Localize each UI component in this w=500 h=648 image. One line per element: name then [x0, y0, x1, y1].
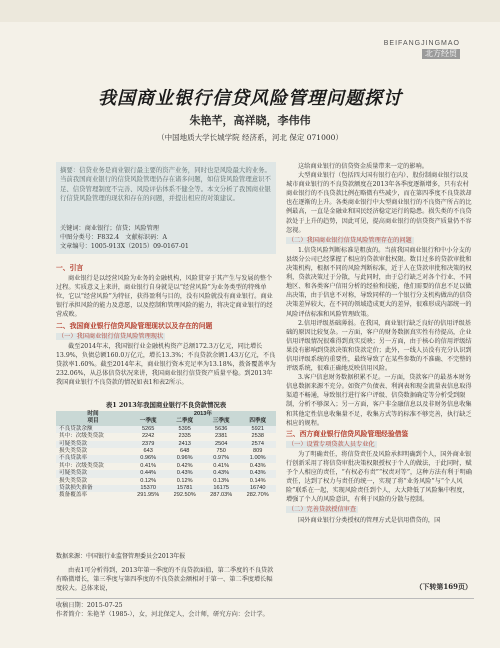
left-column-tail: [56, 566, 276, 593]
left-column: [56, 262, 276, 387]
subsection-heading: [286, 440, 474, 449]
table-cell: 16740: [249, 485, 266, 492]
data-table: [56, 411, 276, 500]
table-cell: 拨备覆盖率: [59, 492, 87, 499]
table-cell: 不良贷款余额: [59, 425, 93, 432]
table-row: [56, 478, 276, 485]
table-header-cell: 四季度: [249, 418, 267, 425]
table-cell: 15781: [176, 485, 193, 492]
table-cell: 2504: [214, 440, 228, 447]
table-cell: 其中：次级类贷款: [59, 462, 104, 469]
abstract-text: 摘要：信贷业务是商业银行最主要的资产业务，同时也是风险最大的业务。当前我国商业银行的信贷风险管理仍存在诸多问题，如信贷风险管理意识不足、信贷管理制度不完善、风险评估体系不健全等。本文分析了我国商业银行信贷风险管理的现状和存在的问题，并提出相应的对策建议。: [60, 166, 271, 203]
classification-number: 中图分类号：F832.4 文献标识码：A: [60, 234, 167, 241]
table-cell: 287.03%: [210, 492, 233, 499]
table-cell: 不良贷款率: [59, 455, 87, 462]
table-cell: 2574: [251, 440, 264, 447]
subsection-heading: [286, 505, 474, 514]
received-date: 收稿日期：2015-07-25: [56, 602, 123, 609]
paragraph: 1.信贷风险判断标准是粗放的。当前我国商业银行和中小分支的县级分公司已经掌握了相应的贷款审批权限。数目过多的贷款审批和决策机构，根据不同的风险判断标准，近于人在贷款审批和决策的权利，贷款决策过于分散，与此同时，由于总行缺乏对各个行业、不同地区、和各类客户信用分析的经验和技能，他们需要的信息不足以做出决策，由于信息不对称，导致同样的一个银行分支机构做出的信贷决策差异较大，在不同的领域造成更大的差异，很难形成内部统一的风险评估标准和风险管理政策。: [286, 246, 472, 318]
paragraph: 这给商业银行的信贷资金质量带来一定的影响。: [298, 163, 428, 170]
journal-name: BEIFANGJINGMAO: [383, 40, 460, 47]
subsection-heading-text: （一）我国商业银行信贷风险管理现状: [58, 332, 164, 340]
table-cell: 0.43%: [176, 470, 193, 477]
table-header-cell: 二季度: [176, 418, 194, 425]
table-cell: 贷款损失准备: [59, 485, 93, 492]
table-cell: 可疑类贷款: [59, 470, 87, 477]
table-row: [56, 455, 276, 462]
table-cell: 0.43%: [249, 470, 266, 477]
table-cell: 0.41%: [213, 462, 230, 469]
table-cell: 648: [180, 448, 190, 455]
table-cell: 809: [253, 448, 263, 455]
table-cell: 0.96%: [140, 455, 157, 462]
paragraph: 为了明确责任，将信贷责任及风险承担明确到个人，国外商业银行创新采用了将信贷审批决策权限授权于个人的做法，于此同时，赋予个人相应的责任，“有权必有责”“权责对等”，这种方法有利于明确责任，达到了权力与责任的统一，实现了将“业务风险”与“个人风险”联系在一起，实现风险责任到个人，大大降低了风险集中程度，增强了个人的风险意识，有利于风险的分散与控制。: [286, 450, 472, 504]
footer: [56, 601, 474, 619]
subsection-heading-text: （二）我国商业银行信贷风险管理存在的问题: [288, 236, 412, 244]
table-cell: 16175: [213, 485, 229, 492]
table-cell: 0.13%: [213, 477, 230, 484]
article-title: 我国商业银行信贷风险管理问题探讨: [98, 88, 402, 109]
table-cell: 0.42%: [176, 462, 193, 469]
table-header-cell: 一季度: [139, 418, 157, 425]
author-bio: 作者简介：朱艳芊（1985-），女，河北保定人，会计师，研究方向：会计学。: [56, 611, 269, 618]
table-cell: 2242: [141, 433, 155, 440]
table-source: 数据来源：中国银行业监督管理委员会2013年报: [56, 553, 186, 560]
table-row: [56, 448, 276, 455]
paragraph: 大型商业银行（包括四大国有银行在内）、股份制商业银行以及城市商业银行的不良贷款额度在2013年各季度逐渐增多，只有农村商业银行的不良贷款比例在略微有些减少，而在第四季度不良贷款却也在逐渐的上升。各类商业银行中大型商业银行的不良资产所占的比例最高，一直是金融业和国民经济稳定运行的隐患。损失类的不良贷款处于上升的趋势，因此可见，提高商业银行的信贷资产质量仍不容忽视。: [286, 172, 472, 234]
table-row: [56, 492, 276, 499]
table-cell: 5395: [178, 425, 191, 432]
table-cell: 0.14%: [249, 477, 266, 484]
table-cell: 0.43%: [249, 462, 266, 469]
table-cell: 750: [216, 448, 226, 455]
table-cell: 282.70%: [246, 492, 269, 499]
table-row: [56, 485, 276, 492]
footer-divider: [56, 598, 474, 599]
table-row: [56, 433, 276, 440]
section-heading: 二、我国商业银行信贷风险管理现状以及存在的问题: [56, 321, 213, 330]
continued-note: （下转第169页）: [415, 582, 472, 591]
subsection-heading: [286, 236, 474, 245]
table-row: [56, 463, 276, 470]
table-cell: 可疑类贷款: [59, 440, 87, 447]
right-column: [286, 162, 474, 525]
table-header-cell: 项目: [87, 418, 99, 425]
table-cell: 2379: [141, 440, 155, 447]
table-header-cell: 2013年: [193, 411, 212, 417]
section-heading: 三、西方商业银行信贷风险管理经验借鉴: [286, 429, 409, 438]
table-cell: 0.12%: [140, 477, 157, 484]
table-cell: 15370: [140, 485, 156, 492]
paragraph: 3.客户信息财务数据积累不足。一方面，贷款客户的最基本财务信息数据来源不充分。如资产负债表、利润表和现金流量表信息取得渠道不畅通，导致银行进行客户评级、信贷数据确定等分析受到限制，分析不够深入；另一方面，客户非金融信息以及非财务信息收集和其他定性信息收集量不足，收集方式等的标准不够完善，执行缺乏相应的规程。: [286, 374, 472, 427]
keywords-block: [60, 224, 272, 251]
keywords: 关键词：商业银行；信贷；风险管理: [60, 225, 159, 232]
table-header-cell: 三季度: [212, 418, 230, 425]
table-cell: 0.43%: [213, 470, 230, 477]
table-row: [56, 470, 276, 477]
article-affiliation: （中国地质大学长城学院 经济系，河北 保定 071000）: [157, 133, 343, 142]
article-number: 文章编号：1005-913X（2015）09-0167-01: [60, 243, 189, 250]
table-cell: 损失类贷款: [59, 448, 87, 455]
table-cell: 0.44%: [140, 470, 157, 477]
table-cell: 2335: [178, 433, 191, 440]
table-cell: 291.95%: [137, 492, 160, 499]
paragraph: 商业银行是以经营风险为业务的金融机构，风险贯穿于其产生与发展的整个过程。实质意义上来讲，商业银行自身就是以“经营风险”为业务类型的特殊单位，它以“经营风险”为特征，获得盈利与目的，没有风险就没有商业银行。商业银行承担风险的能力及意愿，以及控制和管理风险的能力，将决定商业银行的经营成败。: [56, 275, 273, 319]
table-cell: 损失类贷款: [59, 477, 87, 484]
paragraph: 国外商业银行分类授权的管理方式是信用借贷的，国: [298, 516, 441, 524]
paragraph: 由表1可分析得到，2013年第一季度的不良贷款面值，第二季度的不良贷款有略微增长，第三季度与第四季度的不良贷款金额相对于第一、第二季度增长幅度较大。总体来说，: [56, 567, 274, 593]
table-cell: 1.00%: [249, 455, 266, 462]
table-cell: 5265: [141, 425, 155, 432]
table-cell: 5636: [214, 425, 228, 432]
section-heading: 一、引言: [56, 264, 84, 272]
top-stripe: [0, 0, 500, 22]
table-header-row: [56, 418, 276, 425]
table-cell: 643: [143, 448, 153, 455]
paragraph: 2.信用评级基础薄弱。在我国，商业银行缺乏良好的信用评级基础的原因比较复杂。一方面，客户的财务数据真实性有待提高，企业信用评级情况很难得到真实反映；另一方面，由于核心的信用评级结果没有影响到贷款决策和贷款定价；此外，一线人员没有充分认识到信用评级系统的重要性，最终导致了在某些参数的不准确、不完整的评级系统，很难正确地反映信用风险。: [286, 319, 472, 373]
table-header-cell: 时间: [87, 411, 99, 417]
paragraph: 截至2014年末，我国银行业金融机构资产总额172.3万亿元，同比增长13.9%，负债总额160.0万亿元，增长13.3%；不良贷款余额1.43万亿元，不良贷款率1.60%。截至2014年末，商业银行资本充足率为13.18%，拨备覆盖率为232.06%，从总体信贷状况来讲，我国商业银行信贷资产质量平稳。到2013年我国商业银行不良贷款的情况如表1和表2所示。: [56, 342, 276, 387]
table-cell: 0.97%: [213, 455, 230, 462]
subsection-heading-text: （二）完善贷款授信审查: [288, 506, 357, 514]
subsection-heading-text: （一）设置专项贷款人员专业化: [288, 440, 375, 448]
table-row: [56, 441, 276, 448]
table-cell: 0.96%: [176, 455, 193, 462]
article-authors: 朱艳芊，高祥晓，李伟伟: [189, 114, 311, 127]
journal-logo: 北方经贸: [422, 49, 460, 59]
table-cell: 5921: [251, 425, 264, 432]
table-cell: 292.50%: [173, 492, 196, 499]
table-cell: 2413: [178, 440, 191, 447]
table-cell: 0.12%: [176, 477, 193, 484]
table-cell: 其中：次级类贷款: [59, 433, 104, 440]
table-cell: 2381: [214, 433, 228, 440]
table-cell: 2538: [251, 433, 264, 440]
table-caption: 表1 2013年我国商业银行不良贷款情况表: [105, 401, 227, 409]
subsection-heading: [56, 332, 276, 341]
table-cell: 0.41%: [140, 462, 157, 469]
